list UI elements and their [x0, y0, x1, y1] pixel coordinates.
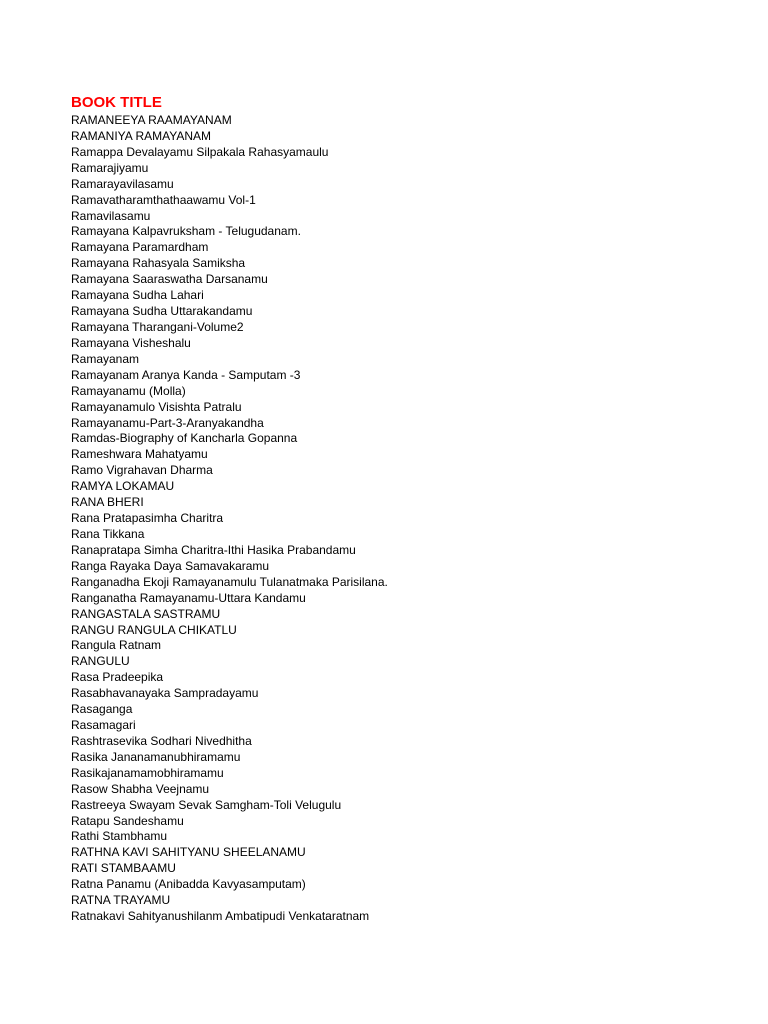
- book-title-item: Rasaganga: [71, 702, 133, 717]
- book-title-item: RANGASTALA SASTRAMU: [71, 606, 221, 621]
- book-title-item: RATI STAMBAAMU: [71, 861, 176, 876]
- book-title-item: Ranapratapa Simha Charitra-Ithi Hasika Prabandamu: [71, 542, 356, 557]
- book-title-item: Ramayana Kalpavruksham - Telugudanam.: [71, 224, 301, 239]
- book-title-item: Rasa Pradeepika: [71, 670, 164, 685]
- book-title-item: Rashtrasevika Sodhari Nivedhitha: [71, 733, 252, 748]
- book-title-item: RATNA TRAYAMU: [71, 893, 171, 908]
- book-title-item: Rameshwara Mahatyamu: [71, 447, 208, 462]
- book-title-heading: BOOK TITLE: [71, 94, 162, 111]
- book-title-item: Ranganadha Ekoji Ramayanamulu Tulanatmaka Parisilana.: [71, 574, 388, 589]
- book-title-item: Ramayanamulo Visishta Patralu: [71, 399, 242, 414]
- book-title-item: Rastreeya Swayam Sevak Samgham-Toli Velugulu: [71, 797, 342, 812]
- book-title-item: Ratna Panamu (Anibadda Kavyasamputam): [71, 877, 306, 892]
- book-title-item: Ramayanamu-Part-3-Aranyakandha: [71, 415, 264, 430]
- book-list-section: [71, 93, 731, 925]
- book-title-item: Rathi Stambhamu: [71, 829, 168, 844]
- book-title-item: Ramayana Saaraswatha Darsanamu: [71, 272, 268, 287]
- book-title-item: Rasika Jananamanubhiramamu: [71, 749, 241, 764]
- book-title-item: Ranga Rayaka Daya Samavakaramu: [71, 558, 270, 573]
- book-title-item: Ramayanamu (Molla): [71, 383, 186, 398]
- book-title-item: Ramayana Tharangani-Volume2: [71, 319, 244, 334]
- book-title-item: Rana Pratapasimha Charitra: [71, 511, 224, 526]
- book-title-item: Ramavilasamu: [71, 208, 151, 223]
- book-title-item: RANGU RANGULA CHIKATLU: [71, 622, 237, 637]
- book-title-item: Rasow Shabha Veejnamu: [71, 781, 210, 796]
- book-title-item: Ramarayavilasamu: [71, 176, 174, 191]
- book-title-item: Ramayanam: [71, 351, 140, 366]
- book-title-item: RAMANIYA RAMAYANAM: [71, 128, 212, 143]
- book-title-item: Rasikajanamamobhiramamu: [71, 765, 224, 780]
- book-title-item: RAMYA LOKAMAU: [71, 479, 175, 494]
- book-title-item: Ramavatharamthathaawamu Vol-1: [71, 192, 256, 207]
- book-title-item: Ratnakavi Sahityanushilanm Ambatipudi Venkataratnam: [71, 909, 370, 924]
- book-title-item: Ramdas-Biography of Kancharla Gopanna: [71, 431, 298, 446]
- book-title-item: Ramayana Sudha Lahari: [71, 288, 204, 303]
- book-title-item: Rangula Ratnam: [71, 638, 162, 653]
- book-title-item: Ramayana Paramardham: [71, 240, 209, 255]
- book-title-list: [71, 113, 731, 925]
- book-title-item: RANGULU: [71, 654, 130, 669]
- book-title-item: Ranganatha Ramayanamu-Uttara Kandamu: [71, 590, 306, 605]
- book-title-item: Ramappa Devalayamu Silpakala Rahasyamaulu: [71, 144, 329, 159]
- book-title-item: Ramayana Sudha Uttarakandamu: [71, 304, 253, 319]
- book-title-item: Rasamagari: [71, 718, 136, 733]
- book-title-item: Ramayana Visheshalu: [71, 335, 191, 350]
- book-title-item: Ratapu Sandeshamu: [71, 813, 184, 828]
- book-title-item: Ramayanam Aranya Kanda - Samputam -3: [71, 367, 301, 382]
- book-title-item: Ramo Vigrahavan Dharma: [71, 463, 213, 478]
- book-title-item: RANA BHERI: [71, 495, 144, 510]
- book-title-item: Ramarajiyamu: [71, 160, 149, 175]
- book-title-item: RAMANEEYA RAAMAYANAM: [71, 113, 232, 127]
- book-title-item: RATHNA KAVI SAHITYANU SHEELANAMU: [71, 845, 306, 860]
- book-title-item: Rasabhavanayaka Sampradayamu: [71, 686, 259, 701]
- book-title-item: Ramayana Rahasyala Samiksha: [71, 256, 246, 271]
- book-title-item: Rana Tikkana: [71, 526, 145, 541]
